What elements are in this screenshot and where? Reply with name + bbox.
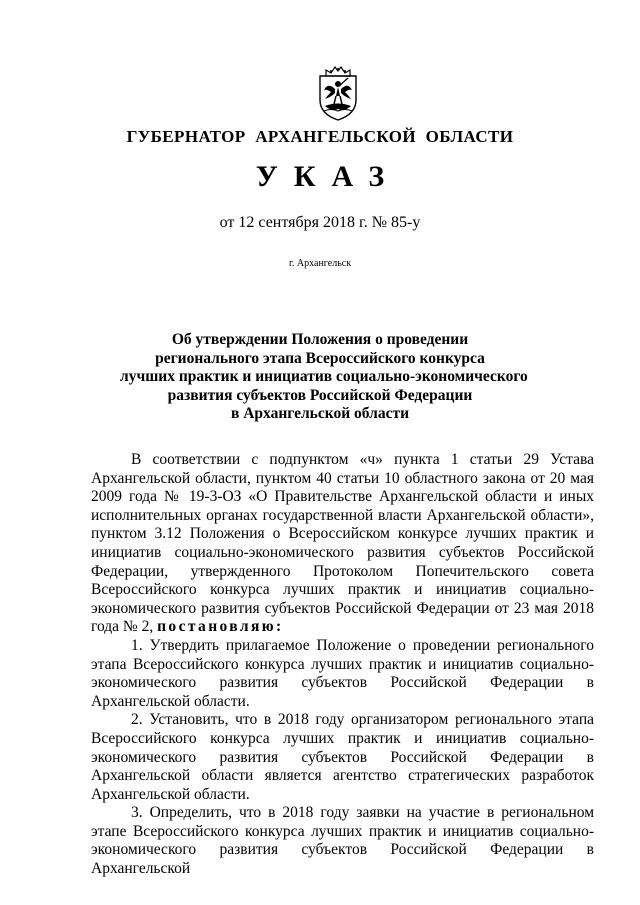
document-title (120, 331, 528, 424)
title-line: в Архангельской области (230, 405, 410, 422)
decree-body (91, 451, 594, 879)
title-line: Об утверждении Положения о проведении (171, 331, 469, 348)
document-city: г. Архангельск (288, 258, 352, 269)
document-type: УКАЗ (255, 160, 401, 193)
title-line: регионального этапа Всероссийского конкурса (155, 349, 485, 367)
decree-item-1: 1. Утвердить прилагаемое Положение о проведении регионального этапа Всероссийского конкурса лучших практик и инициатив социально-экономического развития субъектов Российской Федерации в Архангельской области. (91, 636, 594, 710)
issuing-authority: ГУБЕРНАТОР АРХАНГЕЛЬСКОЙ ОБЛАСТИ (126, 127, 514, 146)
decree-keyword-colon: : (276, 618, 282, 636)
preamble-paragraph (91, 451, 594, 637)
preamble-text: В соответствии с подпунктом «ч» пункта 1 статьи 29 Устава Архангельской области, пунктом 40 статьи 10 областного закона от 20 мая 2009 года № 19-3-ОЗ «О Правительстве Архангельской области и иных исполнительных органах государственной власти Архангельской области», пунктом 3.12 Положения о Всероссийском конкурсе лучших практик и инициатив социально-экономического развития субъектов Российской Федерации, утвержденного Протоколом Попечительского совета Всероссийского конкурса лучших практик и инициатив социально-экономического развития субъектов Российской Федерации от 23 мая 2018 года № 2, (91, 451, 594, 636)
title-line: лучших практик и инициатив социально-экономического (120, 368, 528, 385)
title-line: развития субъектов Российской Федерации (167, 386, 473, 404)
decree-item-2: 2. Установить, что в 2018 году организатором регионального этапа Всероссийского конкурса лучших практик и инициатив социально-экономического развития субъектов Российской Федерации в Архангельской области является агентство стратегических разработок Архангельской области. (91, 711, 594, 803)
archangelsk-coat-of-arms-icon (312, 62, 364, 122)
document-date-number: от 12 сентября 2018 г. № 85-у (219, 214, 421, 231)
decree-keyword: постановляю (157, 618, 276, 636)
decree-item-3: 3. Определить, что в 2018 году заявки на участие в региональном этапе Всероссийского конкурса лучших практик и инициатив социально-экономического развития субъектов Российской Федерации в Архангельской (91, 804, 594, 878)
